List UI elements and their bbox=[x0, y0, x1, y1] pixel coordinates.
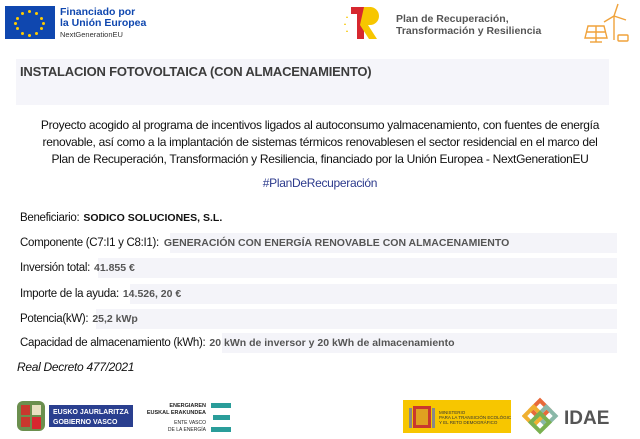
tr-logo-icon bbox=[342, 4, 382, 42]
title-box bbox=[16, 59, 609, 105]
eu-text-line1: Financiado por bbox=[60, 6, 136, 18]
gobierno-vasco-logo bbox=[17, 399, 135, 432]
eu-flag-logo bbox=[5, 6, 55, 39]
field-inversion bbox=[20, 258, 617, 278]
beneficiario-value: SODICO SOLUCIONES, S.L. bbox=[83, 212, 223, 224]
componente-label: Componente (C7:I1 y C8:I1): bbox=[20, 237, 159, 249]
plan-recuperacion-text bbox=[396, 13, 541, 37]
svg-text:ENERGIAREN: ENERGIAREN bbox=[169, 403, 206, 409]
description-line1: Proyecto acogido al programa de incentivos ligados al autoconsumo yalmacenamiento, con fuentes de energía bbox=[40, 118, 600, 132]
svg-text:IDAE: IDAE bbox=[564, 408, 610, 429]
idae-logo bbox=[522, 397, 634, 435]
svg-text:Y EL RETO DEMOGRÁFICO: Y EL RETO DEMOGRÁFICO bbox=[439, 420, 498, 425]
ministerio-transicion-ecologica-logo bbox=[403, 400, 511, 433]
capacidad-label: Capacidad de almacenamiento (kWh): bbox=[20, 337, 206, 349]
eu-text-line2: la Unión Europea bbox=[60, 17, 147, 29]
svg-text:EUSKO JAURLARITZA: EUSKO JAURLARITZA bbox=[53, 409, 129, 416]
ente-vasco-energia-logo bbox=[142, 399, 234, 435]
field-importe bbox=[20, 284, 617, 304]
plan-text-line1: Plan de Recuperación, bbox=[396, 13, 509, 25]
potencia-value: 25,2 kWp bbox=[92, 313, 138, 325]
field-potencia bbox=[20, 309, 617, 329]
potencia-label: Potencia(kW): bbox=[20, 313, 89, 325]
beneficiario-label: Beneficiario: bbox=[20, 212, 80, 224]
wind-turbine-solar-battery-icon bbox=[582, 2, 630, 44]
field-componente bbox=[20, 233, 617, 253]
inversion-value: 41.855 € bbox=[94, 262, 135, 274]
hashtag: #PlanDeRecuperación bbox=[262, 176, 378, 190]
importe-value: 14.526, 20 € bbox=[122, 288, 182, 300]
svg-text:EUSKAL ERAKUNDEA: EUSKAL ERAKUNDEA bbox=[146, 410, 206, 416]
page-title: INSTALACION FOTOVOLTAICA (CON ALMACENAMIENTO) bbox=[20, 64, 372, 79]
project-description bbox=[10, 117, 630, 168]
capacidad-value: 20 kWn de inversor y 20 kWh de almacenamiento bbox=[209, 337, 455, 349]
svg-text:MINISTERIO: MINISTERIO bbox=[439, 410, 466, 415]
decree-reference: Real Decreto 477/2021 bbox=[17, 360, 135, 374]
svg-text:DE LA ENERGÍA: DE LA ENERGÍA bbox=[167, 427, 206, 433]
eu-funding-text bbox=[60, 7, 146, 40]
field-beneficiario bbox=[20, 208, 222, 228]
importe-label: Importe de la ayuda: bbox=[20, 288, 119, 300]
eu-text-line3: NextGenerationEU bbox=[60, 30, 123, 39]
plan-text-line2: Transformación y Resiliencia bbox=[396, 25, 542, 37]
componente-value: GENERACIÓN CON ENERGÍA RENOVABLE CON ALMACENAMIENTO bbox=[163, 237, 510, 249]
description-line2: renovable, así como a la implantación de sistemas térmicos renovablesen el sector residencial en el marco del bbox=[42, 135, 598, 149]
inversion-label: Inversión total: bbox=[20, 262, 90, 274]
svg-text:PARA LA TRANSICIÓN ECOLÓGICA: PARA LA TRANSICIÓN ECOLÓGICA bbox=[439, 415, 511, 420]
field-capacidad bbox=[20, 333, 617, 353]
svg-text:ENTE VASCO: ENTE VASCO bbox=[174, 420, 206, 426]
svg-text:GOBIERNO VASCO: GOBIERNO VASCO bbox=[53, 419, 118, 426]
description-line3: Plan de Recuperación, Transformación y Resiliencia, financiado por la Unión Europea - NextGenerationEU bbox=[51, 152, 589, 166]
